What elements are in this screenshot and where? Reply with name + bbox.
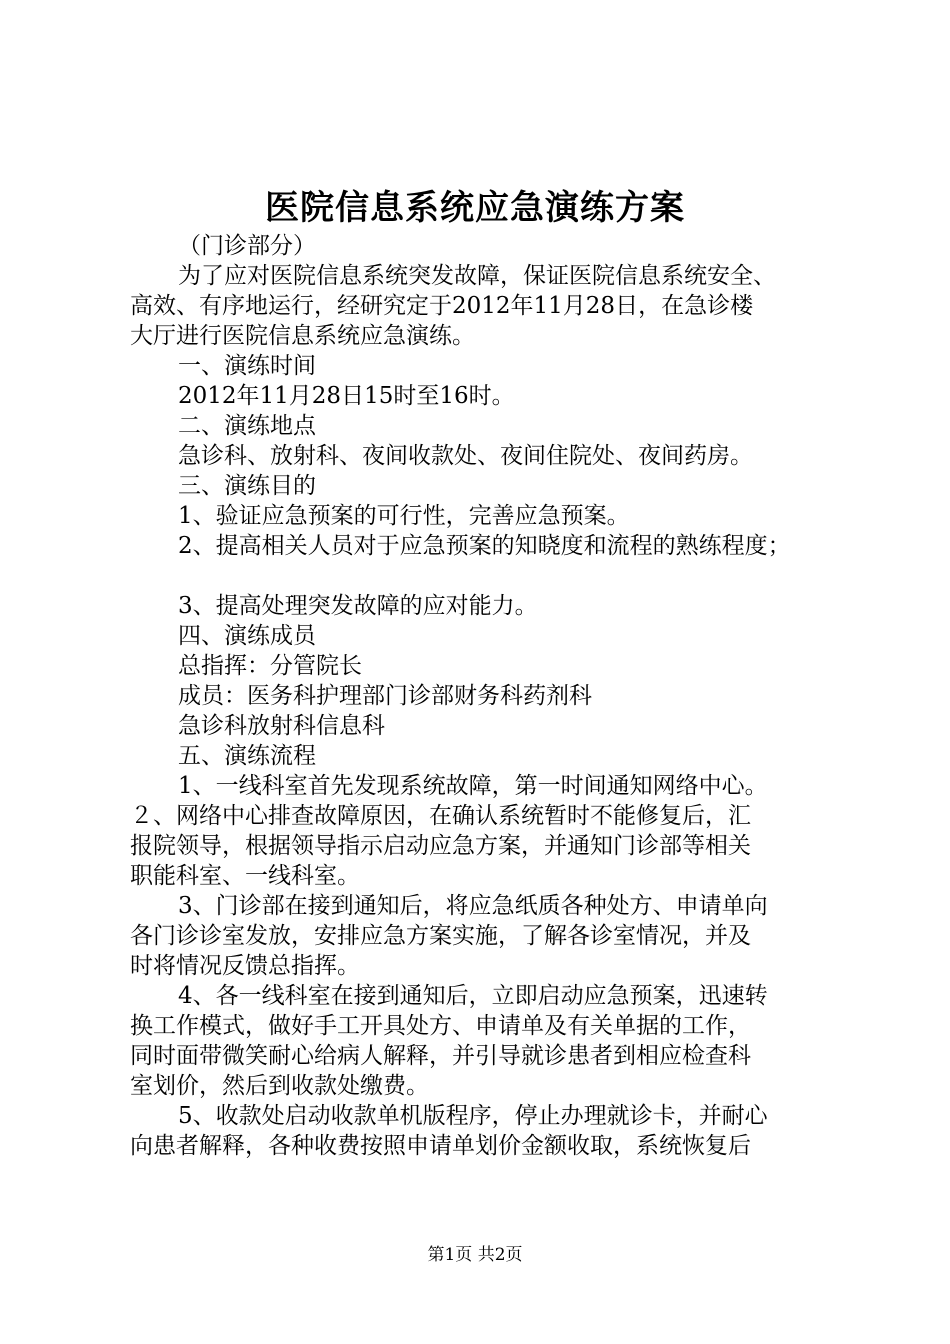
- paragraph: [130, 741, 830, 771]
- paragraph-line: 2、提高相关人员对于应急预案的知晓度和流程的熟练程度；: [178, 533, 791, 559]
- paragraph-line: 1、一线科室首先发现系统故障，第一时间通知网络中心。: [178, 773, 768, 799]
- paragraph-line: 一、演练时间: [178, 353, 316, 379]
- paragraph: [130, 651, 830, 681]
- paragraph-line: 4、各一线科室在接到通知后，立即启动应急预案，迅速转: [178, 983, 768, 1009]
- paragraph: [130, 891, 830, 981]
- paragraph: [130, 531, 830, 561]
- paragraph: [130, 1101, 830, 1161]
- paragraph: [130, 381, 830, 411]
- paragraph: [130, 501, 830, 531]
- paragraph-line: 高效、有序地运行，经研究定于2012年11月28日，在急诊楼: [130, 293, 754, 319]
- paragraph-line: 总指挥：分管院长: [178, 653, 362, 679]
- paragraph: [130, 411, 830, 441]
- document-page: [130, 0, 830, 1344]
- paragraph-line: 报院领导，根据领导指示启动应急方案，并通知门诊部等相关: [130, 833, 751, 859]
- paragraph: [130, 231, 830, 261]
- paragraph-line: 各门诊诊室发放，安排应急方案实施，了解各诊室情况，并及: [130, 923, 751, 949]
- paragraph-line: 四、演练成员: [178, 623, 316, 649]
- paragraph-line: 室划价，然后到收款处缴费。: [130, 1073, 429, 1099]
- paragraph-line: 3、门诊部在接到通知后，将应急纸质各种处方、申请单向: [178, 893, 768, 919]
- paragraph-gap: [130, 561, 830, 591]
- paragraph: [130, 351, 830, 381]
- paragraph: [130, 261, 830, 351]
- paragraph-line: ２、网络中心排查故障原因，在确认系统暂时不能修复后，汇: [130, 803, 751, 829]
- page-footer: 第1页 共2页: [427, 1245, 523, 1265]
- paragraph-line: 急诊科放射科信息科: [178, 713, 385, 739]
- paragraph-line: 五、演练流程: [178, 743, 316, 769]
- paragraph-line: （门诊部分）: [178, 233, 316, 259]
- paragraph-line: 向患者解释，各种收费按照申请单划价金额收取，系统恢复后: [130, 1133, 751, 1159]
- paragraph: [130, 471, 830, 501]
- paragraph: [130, 621, 830, 651]
- paragraph: [130, 681, 830, 711]
- paragraph: [130, 771, 830, 801]
- paragraph-line: 2012年11月28日15时至16时。: [178, 383, 515, 409]
- paragraph-line: 职能科室、一线科室。: [130, 863, 360, 889]
- paragraph-line: 急诊科、放射科、夜间收款处、夜间住院处、夜间药房。: [178, 443, 753, 469]
- paragraph-line: 三、演练目的: [178, 473, 316, 499]
- paragraph-line: 同时面带微笑耐心给病人解释，并引导就诊患者到相应检查科: [130, 1043, 751, 1069]
- paragraph-line: 成员：医务科护理部门诊部财务科药剂科: [178, 683, 592, 709]
- paragraph: [130, 591, 830, 621]
- paragraph: [130, 981, 830, 1101]
- paragraph: [130, 711, 830, 741]
- paragraph-line: 为了应对医院信息系统突发故障，保证医院信息系统安全、: [178, 263, 776, 289]
- paragraph-line: 换工作模式，做好手工开具处方、申请单及有关单据的工作，: [130, 1013, 751, 1039]
- paragraph-line: 二、演练地点: [178, 413, 316, 439]
- paragraph-line: 3、提高处理突发故障的应对能力。: [178, 593, 538, 619]
- paragraph-line: 大厅进行医院信息系统应急演练。: [130, 323, 475, 349]
- document-title: 医院信息系统应急演练方案: [265, 188, 685, 228]
- paragraph-line: 1、验证应急预案的可行性，完善应急预案。: [178, 503, 630, 529]
- document-body: [130, 231, 830, 1161]
- paragraph: [130, 801, 830, 891]
- paragraph: [130, 441, 830, 471]
- paragraph-line: 时将情况反馈总指挥。: [130, 953, 360, 979]
- paragraph-line: 5、收款处启动收款单机版程序，停止办理就诊卡，并耐心: [178, 1103, 768, 1129]
